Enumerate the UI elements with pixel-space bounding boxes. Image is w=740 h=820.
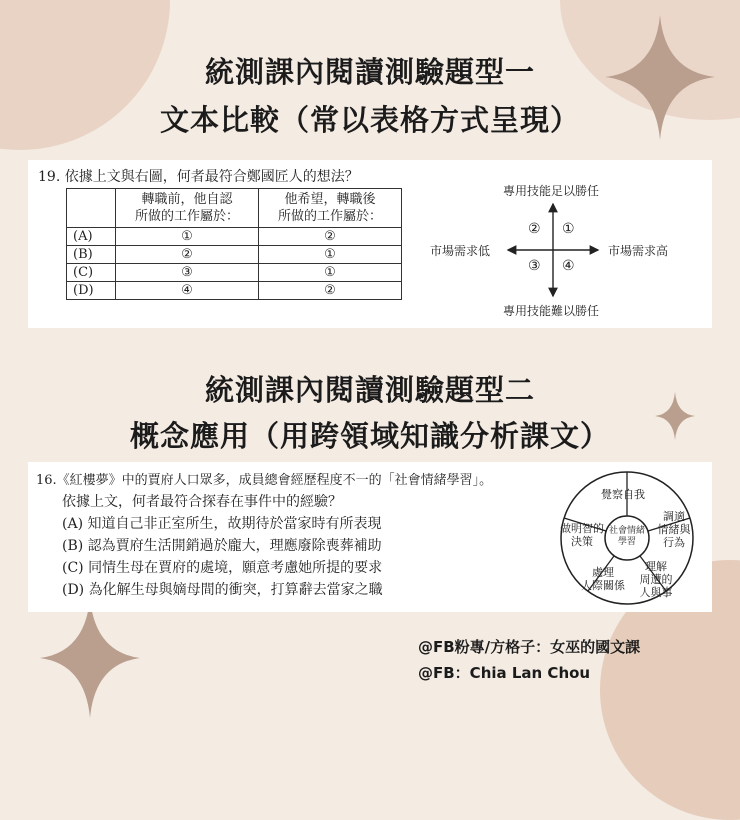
wheel-segment-left-bottom: 處理 人際關係 (581, 566, 625, 592)
axis-label-top: 專用技能足以勝任 (503, 184, 600, 198)
axis-label-left: 市場需求低 (430, 244, 491, 258)
comparison-table (66, 188, 402, 300)
wheel-segment-right-top: 調適 情緒與 行為 (657, 510, 691, 549)
quadrant-4: ④ (562, 258, 575, 274)
question-card-2 (28, 462, 712, 612)
table-header-empty (67, 189, 116, 228)
option-c: (C) 同情生母在賈府的處境，願意考慮她所提的要求 (62, 560, 383, 576)
question-text: 19. 依據上文與右圖，何者最符合鄭國匠人的想法？ (38, 169, 359, 185)
table-row: (C) ③ ① (67, 264, 402, 282)
section2-title-line1: 統測課內閱讀測驗題型二 (204, 373, 535, 407)
option-b: (B) 認為賈府生活開銷過於龐大，理應廢除喪葬補助 (62, 538, 382, 554)
wheel-center-label: 社會情緒 學習 (609, 526, 646, 547)
table-row: (D) ④ ② (67, 282, 402, 300)
option-a: (A) 知道自己非正室所生，故期待於當家時有所表現 (62, 516, 382, 532)
table-header-after: 他希望，轉職後 所做的工作屬於： (259, 189, 402, 228)
wheel-segment-top: 覺察自我 (601, 488, 645, 501)
question-text-line1: 16.《紅樓夢》中的賈府人口眾多，成員總會經歷程度不一的「社會情緒學習」。 (36, 473, 493, 488)
table-row: (A) ① ② (67, 228, 402, 246)
axis-label-bottom: 專用技能難以勝任 (503, 304, 600, 318)
axis-label-right: 市場需求高 (608, 244, 669, 258)
quadrant-diagram (400, 174, 700, 324)
section1-title-line1: 統測課內閱讀測驗題型一 (204, 55, 535, 89)
question-card-1 (28, 160, 712, 328)
table-header-before: 轉職前，他自認 所做的工作屬於： (116, 189, 259, 228)
wheel-segment-left-top: 做明智的 決策 (560, 522, 604, 548)
quadrant-3: ③ (528, 258, 541, 274)
quadrant-2: ② (528, 221, 541, 237)
option-d: (D) 為化解生母與嫡母間的衝突，打算辭去當家之職 (62, 582, 383, 598)
credit-line-1: @FB粉專/方格子：女巫的國文課 (418, 638, 641, 656)
section2-title-line2: 概念應用（用跨領域知識分析課文） (129, 419, 610, 453)
section1-title-line2: 文本比較（常以表格方式呈現） (159, 103, 580, 137)
quadrant-1: ① (562, 221, 575, 237)
wheel-segment-right-bottom: 理解 周遭的 人與事 (639, 560, 673, 599)
sparkle-icon (40, 598, 140, 718)
sel-wheel-diagram (554, 468, 700, 608)
question-text-line2: 依據上文，何者最符合探春在事件中的經驗？ (62, 494, 342, 510)
credit-line-2: @FB：Chia Lan Chou (418, 664, 591, 682)
table-row: (B) ② ① (67, 246, 402, 264)
